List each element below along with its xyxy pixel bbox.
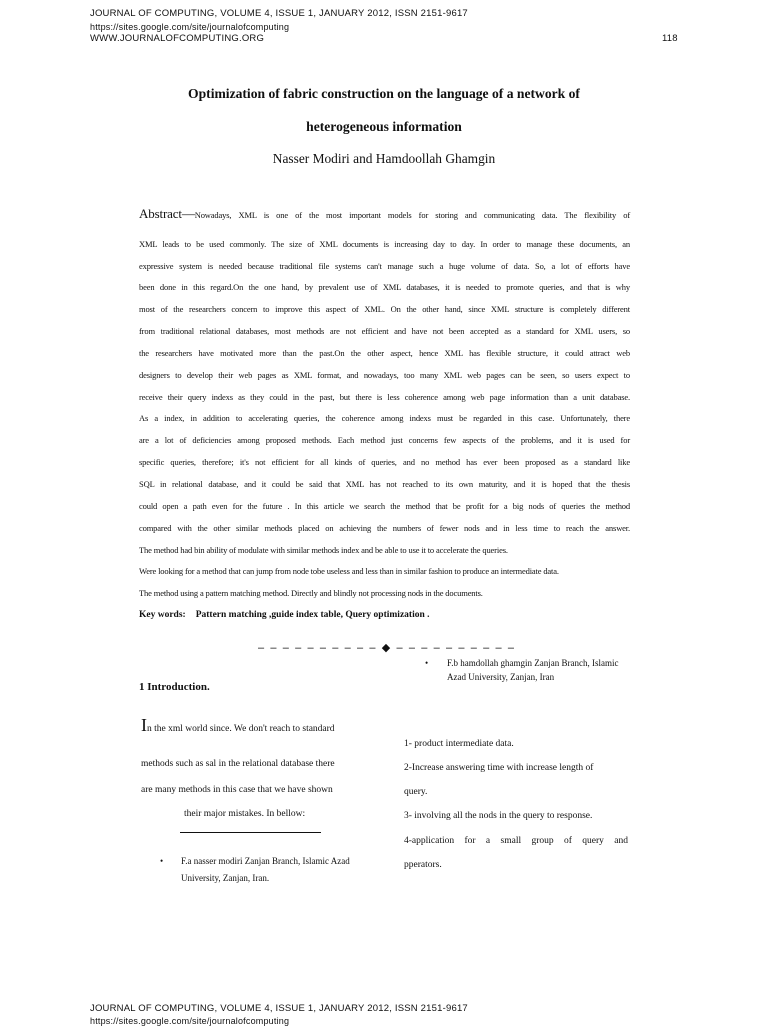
paper-title-line2: heterogeneous information (306, 119, 462, 134)
keywords-text: Pattern matching ,guide index table, Query optimization . (195, 610, 430, 620)
abstract-line: been done in this regard.On the one hand, by prevalent use of XML databases, it is needed to promote queries, and that is why (139, 282, 630, 292)
list-item-2: 2-Increase answering time with increase length of (404, 763, 594, 773)
footnote-bullet: • (425, 658, 429, 668)
abstract-line: the researchers have motivated more than the past.On the other aspect, hence XML has flexible structure, it could attract web (139, 348, 630, 358)
footer-url[interactable]: https://sites.google.com/site/journalofcomputing (90, 1016, 290, 1026)
section-heading-introduction: 1 Introduction. (139, 681, 210, 693)
abstract-line: XML leads to be used commonly. The size of XML documents is increasing day to day. In order to manage these documents, an (139, 239, 630, 249)
abstract-label: Abstract (139, 206, 182, 221)
intro-line1 (141, 716, 335, 735)
footer-journal-line: JOURNAL OF COMPUTING, VOLUME 4, ISSUE 1, JANUARY 2012, ISSN 2151-9617 (90, 1003, 468, 1014)
intro-text: n the xml world since. We don't reach to standard (147, 724, 335, 734)
abstract-line (139, 208, 630, 221)
footnote-bullet: • (160, 856, 164, 866)
footnote-author-b-line1: F.b hamdollah ghamgin Zanjan Branch, Islamic (447, 658, 619, 668)
list-item-4-cont: pperators. (404, 860, 442, 870)
intro-line3: are many methods in this case that we have shown (141, 785, 333, 795)
footnote-author-a-line2: University, Zanjan, Iran. (181, 873, 270, 883)
abstract-line: The method using a pattern matching method. Directly and blindly not processing nods in the documents. (139, 588, 483, 598)
abstract-text: Nowadays, XML is one of the most important models for storing and communicating data. The flexibility of (194, 210, 630, 220)
header-site[interactable]: WWW.JOURNALOFCOMPUTING.ORG (90, 33, 265, 44)
list-item-3: 3- involving all the nods in the query to response. (404, 811, 593, 821)
list-item-4: 4-application for a small group of query and (404, 836, 628, 846)
header-journal-line: JOURNAL OF COMPUTING, VOLUME 4, ISSUE 1, JANUARY 2012, ISSN 2151-9617 (90, 8, 468, 19)
abstract-line: compared with the other similar methods placed on achieving the numbers of fewer nods and in less time to reach the answer. (139, 523, 630, 533)
intro-line4: their major mistakes. In bellow: (184, 809, 306, 819)
abstract-line: from traditional relational databases, most methods are not efficient and have not been accepted as a standard for XML users, so (139, 326, 630, 336)
abstract-line: designers to develop their web pages as XML format, and nowadays, too many XML web pages can be seen, so users expect to (139, 370, 630, 380)
footnote-rule (180, 832, 321, 833)
abstract-line: receive their query indexs as they could in the past, but there is less coherence among web page information than a unit database. (139, 392, 630, 402)
list-item-1: 1- product intermediate data. (404, 739, 514, 749)
abstract-line: most of the researchers concern to improve this aspect of XML. On the other hand, since XML structure is completely different (139, 304, 630, 314)
abstract-line: As a index, in addition to accelerating queries, the coherence among indexs must be regarded in this case. Unfortunately, there (139, 413, 630, 423)
header-url[interactable]: https://sites.google.com/site/journalofcomputing (90, 22, 290, 32)
abstract-dash: — (181, 206, 195, 221)
list-item-2-cont: query. (404, 787, 428, 797)
abstract-line: are a lot of deficiencies among proposed methods. Each method just concerns few aspects of the problems, and it is used for (139, 435, 630, 445)
footnote-author-b-line2: Azad University, Zanjan, Iran (447, 672, 555, 682)
authors: Nasser Modiri and Hamdoollah Ghamgin (272, 151, 496, 166)
dropcap: I (141, 715, 147, 735)
page-number: 118 (662, 33, 678, 44)
keywords (139, 610, 430, 620)
section-separator: – – – – – – – – – – ◆ – – – – – – – – – – (258, 642, 516, 654)
keywords-label: Key words: (139, 610, 186, 620)
paper-title-line1: Optimization of fabric construction on the language of a network of (188, 86, 580, 101)
footnote-author-a-line1: F.a nasser modiri Zanjan Branch, Islamic Azad (181, 856, 350, 866)
abstract-line: specific queries, therefore; it's not efficient for all kinds of queries, and no method has ever been proposed as a standard like (139, 457, 630, 467)
abstract-line: expressive system is needed because traditional file systems can't manage such a huge volume of data. So, a lot of efforts have (139, 261, 630, 271)
abstract-line: The method had bin ability of modulate with similar methods index and be able to use it to accelerate the queries. (139, 545, 508, 555)
abstract-line: could open a path even for the future . In this article we search the method that be profit for a big nods of queries the method (139, 501, 630, 511)
intro-line2: methods such as sal in the relational database there (141, 759, 335, 769)
abstract-line: Were looking for a method that can jump from node tobe useless and less than in similar fashion to produce an intermediate data. (139, 566, 559, 576)
abstract-line: SQL in relational database, and it could be said that XML has not reached to its own maturity, and it is hoped that the thesis (139, 479, 630, 489)
